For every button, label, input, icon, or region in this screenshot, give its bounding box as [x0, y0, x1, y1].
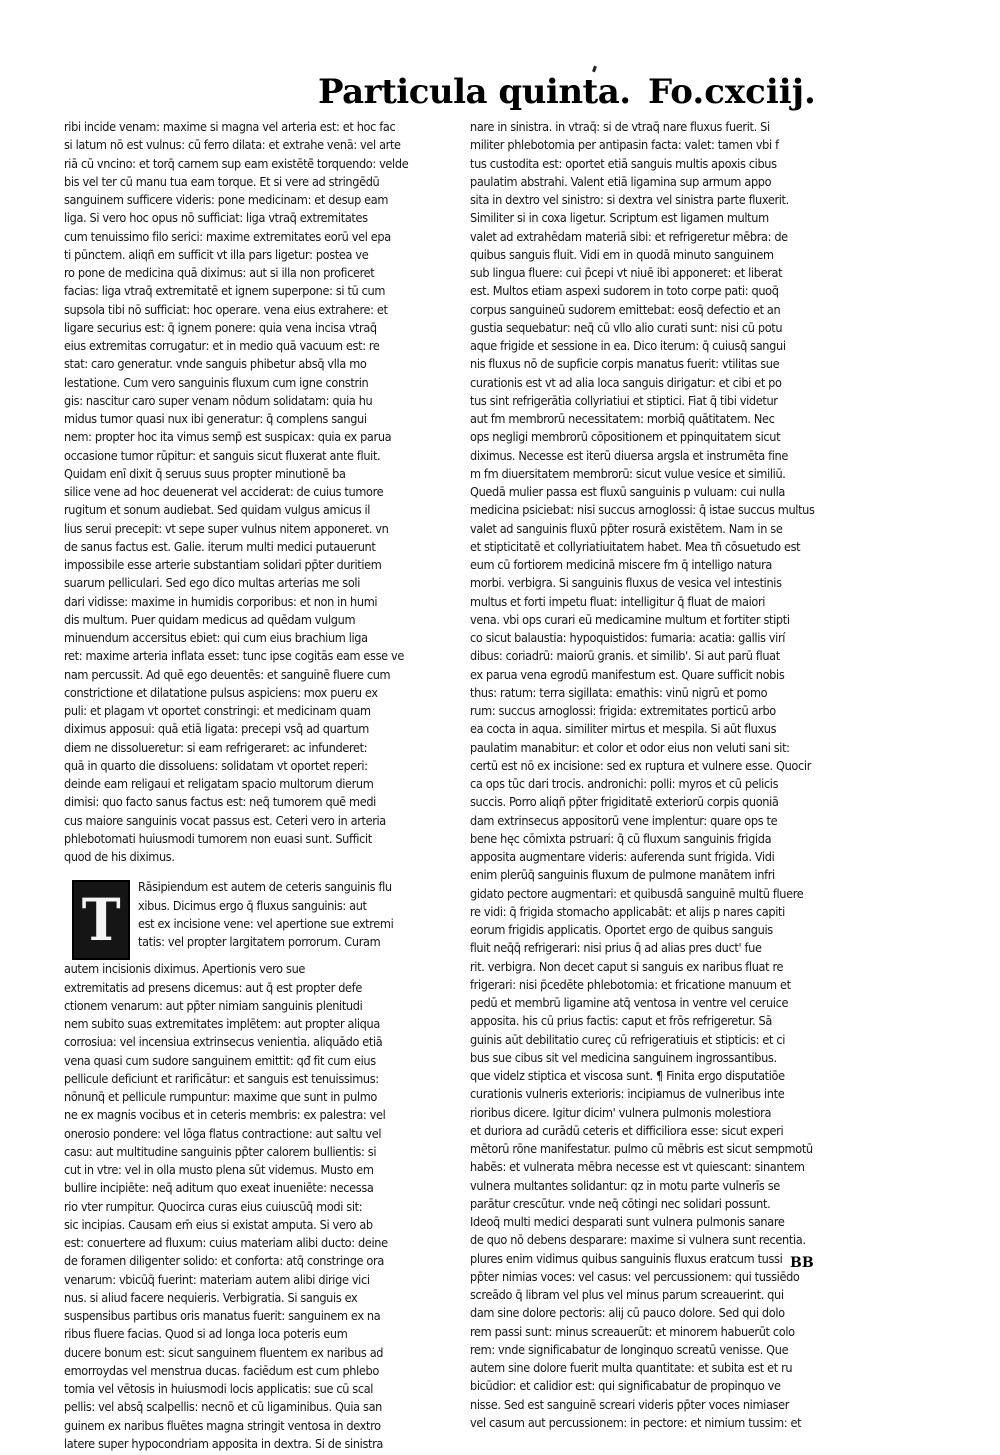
text-line: dimisi: quo facto sanus factus est: neq̄ tumorem quē medi — [64, 794, 376, 810]
text-line: dam extrinsecus appositorū vene implentur: quare ops te — [470, 812, 778, 828]
text-line: de sanus factus est. Galie. iterum multi medici putauerunt — [64, 538, 376, 554]
text-line: gidato pectore augmentari: et quibusdā sanguinē multū fluere — [470, 885, 804, 901]
text-line: nem subito suas extremitates implētem: aut propter aliqua — [64, 1016, 380, 1031]
text-line: militer phlebotomia per antipasin facta: valet: tamen vbi f — [470, 137, 779, 153]
text-line: pedū et membrū ligamine atq̄ ventosa in ventre vel ceruice — [470, 995, 789, 1010]
text-line: m fm diuersitatem membrorū: sicut vulue vesice et similiū. — [470, 465, 786, 481]
signature-mark: BB — [790, 1255, 814, 1271]
text-line: vena quasi cum sudore sanguinem emittit: qđ fit cum eius — [64, 1052, 376, 1068]
text-line: corrosiua: vel incensiua extrinsecus venientia. aliquādo etiā — [64, 1034, 383, 1050]
text-line: curationis est vt ad alia loca sanguis dirigatur: et cibi et po — [470, 374, 782, 390]
text-line: riā cū vncino: et torq̄ carnem sup eam existētē̄ torquendo: velde — [64, 155, 409, 171]
text-line: ligare securius est: q̄ ignem ponere: quia vena incisa vtraq̄ — [64, 319, 377, 335]
text-line: corpus sanguineū sudorem emittebat: eosq̄ defectio et an — [470, 301, 781, 317]
text-line: rioribus dicere. Igitur dicim' vulnera pulmonis molestiora — [470, 1104, 772, 1120]
text-line: casu: aut multitudine sanguinis pp̄ter calorem bullientis: si — [64, 1143, 377, 1159]
text-line: ribi incide venam: maxime si magna vel arteria est: et hoc fac — [64, 119, 396, 134]
text-line: tus sint refrigerātia collyriatiui et stiptici. Fiat q̄ tibi videtur — [470, 392, 778, 408]
text-line: silice vene ad hoc deuenerat vel acciderat: de cuius tumore — [64, 484, 384, 499]
text-line: minuendum accersitus ebiet: qui cum eius brachium liga — [64, 630, 368, 645]
text-line: onerosio pondere: vel lōga flatus contractione: aut saltu vel — [64, 1125, 382, 1141]
text-line: dari vidisse: maxime in humidis corporibus: et non in humi — [64, 593, 378, 609]
text-line: rio vter rumpitur. Quocirca curas eius cuiuscūq̄ modi sit: — [64, 1198, 363, 1214]
text-line: est. Multos etiam aspexi sudorem in toto corpe pati: quoq̄ — [470, 283, 779, 299]
text-line: aque frigide et sessione in ea. Dico iterum: q̄ cuiusq̄ sangui — [470, 338, 786, 353]
text-line: morbi. verbigra. Si sanguinis fluxus de vesica vel intestinis — [470, 575, 782, 591]
text-line: de foramen diligenter solido: et conforta: atq̄ constringe ora — [64, 1253, 384, 1269]
text-line: sub lingua fluere: cui p̄cepi vt niuē ibi apponeret: et liberat — [470, 265, 783, 280]
page-header — [0, 72, 1000, 122]
text-line: gustia sequebatur: neq̄ cū vllo alio curati sunt: nisi cū potu — [470, 319, 783, 335]
text-line: ret: maxime arteria inflata esset: tunc ipse cogitās eam esse ve — [64, 648, 405, 664]
text-line: diximus. Necesse est iterū diuersa argsla et instrumēta fine — [470, 447, 789, 463]
text-line: lestatione. Cum vero sanguinis fluxum cum igne constrin — [64, 374, 369, 390]
running-head: Particula quinta. — [318, 72, 631, 112]
text-line: et stipticitatē et collyriatiuitatem habet. Mea tñ cōsuetudo est — [470, 538, 801, 554]
text-line: paulatim manabitur: et color et odor eius non veluti sani sit: — [470, 739, 790, 755]
text-line: puli: et plagam vt oportet constringi: et medicinam quam — [64, 703, 371, 718]
text-line: venarum: vbicūq̄ fuerint: materiam autem alibi dirige vici — [64, 1271, 370, 1287]
text-line: cut in vtre: vel in olla musto plena sūt videmus. Musto em — [64, 1162, 374, 1177]
text-line: ea cocta in aqua. similiter mirtus et mespila. Si aūt fluxus — [470, 721, 777, 737]
text-line: ducere bonum est: sicut sanguinem fluentem ex naribus ad — [64, 1344, 384, 1360]
text-line: pellis: vel absq̄ scalpellis: necnō et cū ligaminibus. Quia san — [64, 1399, 382, 1415]
text-line: liga. Si vero hoc opus nō sufficiat: liga vtraq̄ extremitates — [64, 210, 368, 226]
text-line: rum: succus arnoglossi: frigida: extremitates porticū arbo — [470, 703, 776, 718]
text-line: rem passi sunt: minus screauerūt: et minorem habuerūt colo — [470, 1323, 795, 1339]
text-line: thus: ratum: terra sigillata: emathis: vinū nigrū et pomo — [470, 684, 768, 700]
left-column — [64, 118, 452, 1453]
text-line: latere super hypocondriam apposita in dextra. Si de sinistra — [64, 1435, 384, 1451]
text-line: nōnunq̄ et pellicule rumpuntur: maxime que sunt in pulmo — [64, 1089, 377, 1104]
text-line: valet ad sanguinis fluxū pp̄ter rosurā existētem. Nam in se — [470, 520, 783, 536]
text-line: cus maiore sanguinis vocat passus est. Ceteri vero in arteria — [64, 812, 386, 828]
text-line: screādo q̄ libram vel plus vel minus parum screauerint. qui — [470, 1287, 784, 1302]
text-line: si latum nō est vulnus: cū ferro dilata: et extrahe venā: vel arte — [64, 137, 401, 153]
left-column-paragraph-2-continued — [64, 960, 452, 1453]
text-line: bene hęc cōmixta pstruari: q̄ cū fluxum sanguinis frigida — [470, 830, 772, 846]
text-line: sic incipias. Causam em̄ eius si existat amputa. Si vero ab — [64, 1216, 373, 1232]
text-line: Quedā mulier passa est fluxū sanguinis p vuluam: cui nulla — [470, 484, 785, 499]
text-line: dis multum. Puer quidam medicus ad quēdam vulgum — [64, 611, 356, 627]
text-line: rem: vnde significabatur de longinquo screatū venisse. Que — [470, 1341, 789, 1357]
text-line: suspensibus partibus oris manatus fuerit: sanguinem ex na — [64, 1308, 381, 1323]
text-line: vel casum aut percussionem: in pectore: et nimium tussim: et — [470, 1414, 802, 1430]
text-line: ex parua vena egrodū manifestum est. Quare sufficit nobis — [470, 666, 785, 682]
text-line: nam percussit. Ad quē ego deuentēs: et sanguinē fluere cum — [64, 666, 391, 682]
text-line: ro pone de medicina quā diximus: aut si illa non proficeret — [64, 265, 375, 280]
text-line: Ideoq̄ multi medici desparati sunt vulnera pulmonis sanare — [470, 1214, 785, 1229]
text-line: eius extremitas corrugatur: et in medio quā vacuum est: re — [64, 338, 380, 353]
text-line: impossibile esse arterie substantiam solidari pp̄ter duritiem — [64, 557, 382, 572]
text-line: extremitatis ad presens dicemus: aut q̄ est propter defe — [64, 979, 362, 995]
text-line: Rāsipiendum est autem de ceteris sanguinis flu — [138, 879, 392, 895]
text-line: tatis: vel propter largitatem porrorum. Curam — [138, 934, 381, 949]
text-line: tus custodita est: oportet etiā sanguis multis apoxis cibus — [470, 155, 777, 171]
right-column — [470, 118, 840, 1432]
text-line: est ex incisione vene: vel apertione sue extremi — [138, 915, 394, 931]
text-line: est: conuertere ad fluxum: cuius materiam alibi ducto: deine — [64, 1235, 388, 1250]
text-line: frigerari: nisi p̄cedēte phlebotomia: et fricatione manuum et — [470, 976, 791, 992]
text-line: succis. Porro aliqñ pp̄ter frigiditatē exteriorū corpis quoniā — [470, 794, 779, 810]
text-line: vulnera multantes solidantur: qz in motu parte vulnerīs se — [470, 1177, 780, 1193]
text-line: ops negligi membrorū cōpositionem et ppinquitatem sicut — [470, 429, 781, 445]
text-line: rugitum et sonum audiebat. Sed quidam vulgus amicus il — [64, 502, 371, 518]
text-line: occasione tumor rūpitur: et sanguis sicut fluxerat ante fluit. — [64, 447, 381, 463]
text-line: nem: propter hoc ita vimus semp̄ est suspicax: quia ex parua — [64, 429, 392, 445]
text-line: autem sine dolore fuerit multa quantitate: et subita est et ru — [470, 1360, 793, 1375]
text-line: aut fm membrorū necessitatem: morbiq̄ quātitatem. Nec — [470, 411, 775, 426]
text-line: nis fluxus nō de supficie corpis manatus fuerit: vtilitas sue — [470, 356, 780, 372]
text-line: eum cū fortiorem medicinā miscere fm q̄ intelligo natura — [470, 557, 772, 572]
left-column-paragraph-2 — [64, 878, 452, 960]
text-line: dibus: coriadrū: maiorū granis. et similib'. Si aut parū fluat — [470, 648, 780, 664]
text-line: quā in quarto die dissoluens: solidatam vt oportet reperi: — [64, 757, 368, 773]
text-line: eorum frigidis applicatis. Oportet ergo de quibus sanguis — [470, 922, 773, 937]
text-line: nus. si aliud facere nequieris. Verbigratia. Si sanguis ex — [64, 1289, 358, 1305]
text-line: nare in sinistra. in vtraq̄: si de vtraq̄ nare fluxus fuerit. Si — [470, 119, 770, 134]
text-line: supsola tibi nō sufficiat: hoc operare. vena eius extrahere: et — [64, 301, 388, 317]
text-line: enim plerūq̄ sanguinis fluxum de pulmone manātem infri — [470, 867, 775, 883]
text-line: diem ne dissolueretur: si eam refrigeraret: ac infunderet: — [64, 739, 368, 755]
text-line: phlebotomati huiusmodi tumorem non euasi sunt. Sufficit — [64, 830, 372, 846]
text-line: sita in dextro vel sinistro: si dextra vel sinistra parte fluxerit. — [470, 192, 789, 207]
text-line: suarum pelliculari. Sed ego dico multas arterias me soli — [64, 575, 361, 591]
text-line: lius serui precepit: vt sepe super vulnus nitem apponeret. vn — [64, 520, 389, 536]
text-line: bicūdior: et calidior est: qui significabatur de propinquo ve — [470, 1378, 781, 1394]
text-line: tomia vel vētosis in huiusmodi locis applicatis: sue cū scal — [64, 1381, 374, 1396]
text-line: plures enim vidimus quibus sanguinis fluxus eratcum tussi — [470, 1250, 783, 1266]
text-line: constrictione et dilatatione pulsus aspiciens: mox pueru ex — [64, 684, 378, 700]
text-line: habēs: et vulnerata mēbra necesse est vt quiescant: sinantem — [470, 1159, 805, 1175]
text-line: bullire incipiēte: neq̄ aditum quo exeat inueniēte: necessa — [64, 1180, 374, 1196]
text-line: ctionem venarum: aut pp̄ter nimiam sanguinis plenitudi — [64, 997, 363, 1013]
text-line: certū est nō ex incisione: sed ex ruptura et vulnere esse. Quocir — [470, 757, 811, 773]
text-line: Quidam enī dixit q̄ seruus suus propter minutionē ba — [64, 465, 346, 481]
text-line: pp̄ter nimias voces: vel casus: vel percussionem: qui tussiēdo — [470, 1268, 800, 1284]
text-line: et duriora ad curādū ceteris et difficiliora esse: sicut experi — [470, 1122, 784, 1138]
text-line: apposita. his cū prius factis: caput et frōs refrigeretur. Sā — [470, 1013, 772, 1029]
text-line: xibus. Dicimus ergo q̄ fluxus sanguinis: aut — [138, 897, 367, 913]
text-line: multus et forti impetu fluat: intelligitur q̄ fluat de maiori — [470, 593, 766, 609]
text-line: deinde eam religaui et religatam spacio multorum dierum — [64, 776, 374, 791]
text-line: guinem ex naribus fluētes magna stringit ventosa in dextro — [64, 1417, 381, 1433]
text-line: ribus fluere facias. Quod si ad longa loca poteris eum — [64, 1326, 348, 1342]
text-line: Similiter si in coxa ligetur. Scriptum est ligamen multum — [470, 210, 769, 226]
text-line: midus tumor quasi nux ibi generatur: q̄ complens sangui — [64, 411, 367, 426]
text-line: apposita augmentare videris: auferenda sunt frigida. Vidi — [470, 849, 775, 864]
text-line: quod de his diximus. — [64, 849, 175, 864]
text-line: rit. verbigra. Non decet caput si sanguis ex naribus fluat re — [470, 958, 784, 974]
text-line: diximus apposui: quā etiā ligata: precepi vsq̄ ad quartum — [64, 721, 369, 737]
text-line: valet ad extrahēdam materiā sibi: et refrigeretur mēbra: de — [470, 228, 788, 244]
text-line: bis vel ter cū manu tua eam torque. Et si vere ad stringēdū — [64, 173, 380, 189]
text-line: vena. vbi ops curari eū medicamine multum et fortiter stipti — [470, 611, 790, 627]
text-line: mētorū rōne manifestatur. pulmo cū mēbris est sicut sempmotū — [470, 1141, 813, 1156]
text-line: facias: liga vtraq̄ extremitatē et ignem superpone: si tū cum — [64, 283, 386, 299]
text-line: pellicule deficiunt et rarificātur: et sanguis est tenuissimus: — [64, 1070, 379, 1086]
text-line: gis: nascitur caro super venam nōdum solidatam: quia hu — [64, 392, 373, 408]
text-line: ti pūnctem. aliqñ em sufficit vt illa pars ligetur: postea ve — [64, 246, 369, 262]
text-line: ca ops tūc dari trocis. andronichi: polli: myros et cū pelicis — [470, 776, 779, 791]
text-line: paulatim abstrahi. Valent etiā ligamina sup armum appo — [470, 173, 772, 189]
text-line: medicina psiciebat: nisi succus arnoglossi: q̄ istae succus multus — [470, 502, 815, 518]
text-line: re vidi: q̄ frigida stomacho applicabāt: et alijs p nares capiti — [470, 903, 785, 919]
text-line: co sicut balaustia: hypoquistidos: fumaria: acatia: gallis virí — [470, 630, 786, 645]
text-line: que videlz stiptica et viscosa sunt. ¶ Finita ergo disputatiōe — [470, 1068, 785, 1083]
folio-number: Fo.cxciij. — [648, 72, 816, 112]
decorated-initial: T — [72, 880, 130, 960]
paragraph-gap — [64, 866, 452, 878]
text-line: de quo nō debens desparare: maxime si vulnera sunt recentia. — [470, 1232, 806, 1248]
text-line: sanguinem sufficere videris: pone medicinam: et desup eam — [64, 192, 389, 207]
text-line: stat: caro generatur. vnde sanguis phibetur absq̄ vlla mo — [64, 356, 367, 372]
text-line: fluit neq̄q̄ refrigerari: nisi prius q̄ ad alias pres duct' fue — [470, 940, 762, 956]
text-line: ne ex magnis vocibus et in ceteris membris: ex palestra: vel — [64, 1107, 386, 1123]
text-line: bus sue cibus sit vel medicina sanguinem ingrossantibus. — [470, 1049, 777, 1065]
text-line: guinis aūt debilitatio cureç cū refrigeratiuis et stipticis: et ci — [470, 1031, 786, 1047]
text-line: emorroydas vel menstrua ducas. faciēdum est cum phlebo — [64, 1362, 379, 1378]
text-line: dam sine dolore pectoris: alij cū pauco dolore. Sed qui dolo — [470, 1305, 785, 1321]
text-line: quibus sanguis fluit. Vidi em in quodā minuto sanguinem — [470, 246, 774, 262]
text-line: curationis vulneris exterioris: incipiamus de vulneribus inte — [470, 1086, 785, 1102]
text-line: cum tenuissimo filo serici: maxime extremitates eorū vel epa — [64, 228, 391, 244]
left-column-paragraph-1 — [64, 118, 452, 866]
text-line: parātur crescūtur. vnde neq̄ cōtingi nec solidari possunt. — [470, 1195, 771, 1211]
text-line: nisse. Sed est sanguinē screari videris pp̄ter voces nimiaser — [470, 1396, 790, 1412]
text-line: autem incisionis diximus. Apertionis vero sue — [64, 961, 306, 977]
